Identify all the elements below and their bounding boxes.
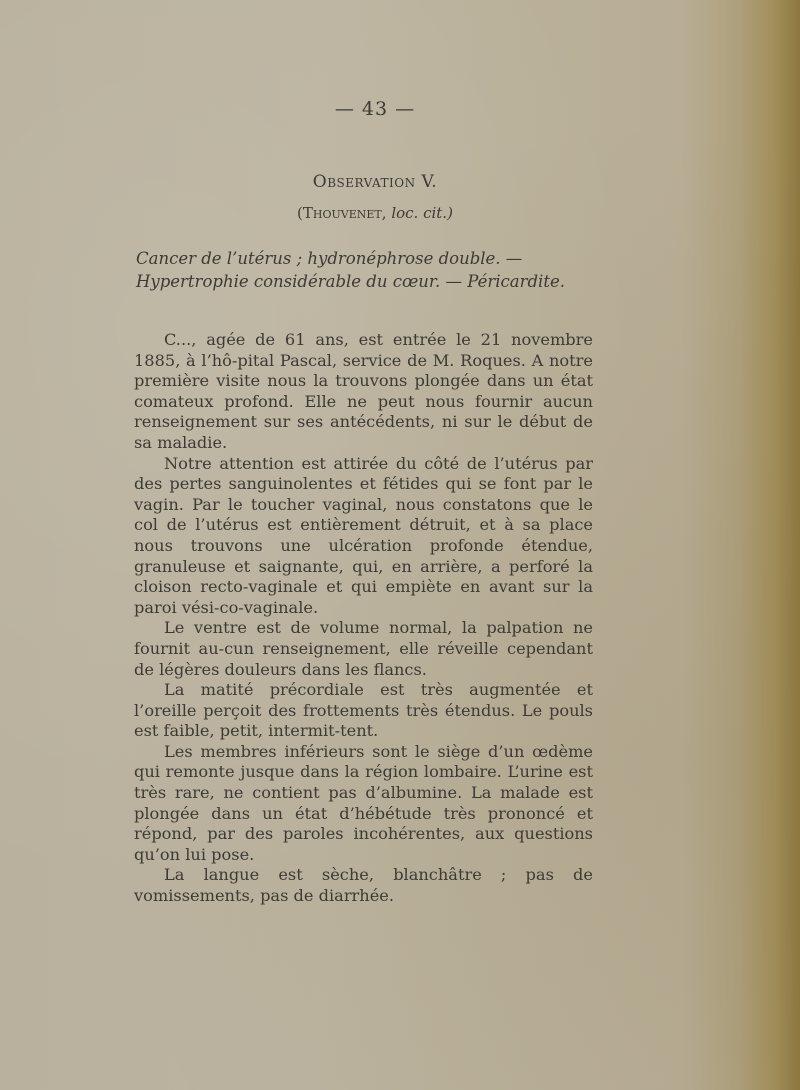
paragraph: Les membres inférieurs sont le siège d’un œdème qui remonte jusque dans la région lombaire. L’urine est très rare, ne contient pas d’albumine. La malade est plongée dans un état d’hébétude très prononcé et répond, par des paroles incohérentes, aux questions qu’on lui pose. [134, 741, 593, 864]
paragraph: La langue est sèche, blanchâtre ; pas de vomissements, pas de diarrhée. [134, 865, 593, 906]
paragraph: Le ventre est de volume normal, la palpation ne fournit au-cun renseignement, elle réveille cependant de légères douleurs dans les flancs. [134, 618, 593, 679]
observation-title: Observation V. [312, 172, 438, 192]
case-body [134, 330, 593, 907]
observation-source [0, 204, 750, 222]
paragraph: C..., agée de 61 ans, est entrée le 21 novembre 1885, à l’hô-pital Pascal, service de M. Roques. A notre première visite nous la trouvons plongée dans un état comateux profond. Elle ne peut nous fournir aucun renseignement sur ses antécédents, ni sur le début de sa maladie. [134, 330, 593, 452]
page-number: — 43 — [334, 98, 416, 120]
page-edge-shadow [740, 0, 800, 1090]
source-author: (Thouvenet, [297, 204, 387, 222]
case-subtitle: Cancer de l’utérus ; hydronéphrose double. — Hypertrophie considérable du cœur. — Péricardite. [136, 249, 565, 291]
paragraph: Notre attention est attirée du côté de l’utérus par des pertes sanguinolentes et fétides qui se font par le vagin. Par le toucher vaginal, nous constatons que le col de l’utérus est entièrement détruit, et à sa place nous trouvons une ulcération profonde étendue, granuleuse et saignante, qui, en arrière, a perforé la cloison recto-vaginale et qui empiète en avant sur la paroi vési-co-vaginale. [134, 453, 593, 617]
paragraph: La matité précordiale est très augmentée et l’oreille perçoit des frottements très étendus. Le pouls est faible, petit, intermit-tent. [134, 680, 593, 741]
source-reference: loc. cit.) [391, 204, 453, 222]
